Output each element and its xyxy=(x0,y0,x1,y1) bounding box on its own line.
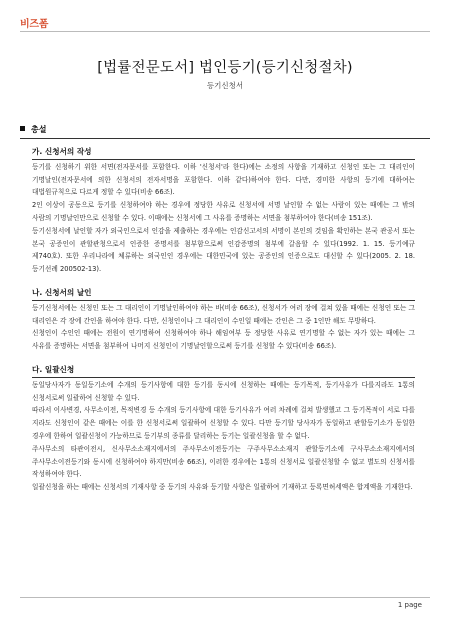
paragraph: 주사무소의 타관이전시, 신사무소소재지에서의 주사무소이전등기는 구주사무소소재지 관할등기소에 구사무소소재지에서의 주사무소이전등기와 동시에 신청하여야 하지만(비송 66조), 이러한 경우에는 1통의 신청서로 일괄신청할 수 없고 별도의 신청서를 작성하여야 한다. xyxy=(32,444,415,479)
paragraph: 따라서 이사변경, 사무소이전, 목적변경 등 수개의 등기사항에 대한 등기사유가 여러 차례에 걸쳐 발생했고 그 등기목적이 서로 다를 지라도 신청인이 같은 때에는 이를 한 신청서로써 일괄하여 신청할 수 있다. 다만 등기할 당사자가 동일하고 관할등기소가 동일한 경우에 한하여 일괄신청이 가능하므로 등기부의 종류를 달리하는 등기는 일괄신청을 할 수 없다. xyxy=(32,406,415,440)
bizforms-logo: 비즈폼 xyxy=(20,19,49,30)
subsection-seal xyxy=(32,287,415,353)
paragraph: 등기를 신청하기 위한 서면(전자문서를 포함한다. 이하 '신청서'라 한다)에는 소정의 사항을 기재하고 신청인 또는 그 대리인이 기명날인(전자문서에 의한 신청서의 전자서명을 포함한다. 이하 같다)하여야 한다. 다만, 경미한 사항의 등기에 대하여는 대법원규칙으로 다르게 정할 수 있다(비송 66조). xyxy=(32,162,415,197)
footer-divider xyxy=(20,597,430,598)
paragraph: 동일당사자가 동일등기소에 수개의 등기사항에 대한 등기를 동시에 신청하는 때에는 등기목적, 등기사유가 다를지라도 1통의 신청서로써 일괄하여 신청할 수 있다. xyxy=(32,380,415,402)
document-body xyxy=(32,146,415,494)
paragraph: 등기신청서에 날인할 자가 외국인으로서 인감을 제출하는 경우에는 인감신고서의 서명이 본인의 것임을 확인하는 본국 관공서 또는 본국 공증인이 관할관청으로서 인증한 증명서를 첨부함으로써 인감증명의 첨부에 갈음할 수 있다(1992. 1. 15. 등기예규 제740호). 또한 우리나라에 체류하는 외국인인 경우에는 대한민국에 있는 공증인의 인증으로도 대신할 수 있다(2005. 2. 18. 등기선례 200502-13). xyxy=(32,226,415,274)
square-bullet-icon xyxy=(20,126,25,131)
subsection-heading: 가. 신청서의 작성 xyxy=(32,146,415,160)
paragraph: 신청인이 수인인 때에는 전원이 연기명하여 신청하여야 하나 해임여부 등 정당한 사유로 연기명할 수 없는 자가 있는 때에는 그 사유를 증명하는 서면을 첨부하여 나머지 신청인이 기명날인할으로써 등기를 신청할 수 있다(비송 66조). xyxy=(32,329,415,351)
header-divider xyxy=(20,31,430,32)
subsection-heading: 나. 신청서의 날인 xyxy=(32,287,415,301)
subsection-application-form xyxy=(32,146,415,276)
document-subtitle: 등기신청서 xyxy=(206,81,244,90)
paragraph: 2인 이상이 공동으로 등기를 신청하여야 하는 경우에 정당한 사유로 신청서에 서명 날인할 수 없는 사람이 있는 때에는 그 밖의 사람의 기명날인만으로 신청할 수 있다. 이때에는 신청서에 그 사유를 증명하는 서면을 첨부하여야 한다(비송 151조). xyxy=(32,201,415,222)
subsection-heading: 다. 일괄신청 xyxy=(32,364,415,378)
section-heading-text: 총설 xyxy=(31,125,47,134)
page-number: 1 page xyxy=(397,601,422,609)
section-divider xyxy=(20,138,430,139)
subsection-batch-application xyxy=(32,364,415,494)
document-title: [법률전문도서] 법인등기(등기신청절차) xyxy=(97,60,353,76)
paragraph: 일괄신청을 하는 때에는 신청서의 기재사항 중 등기의 사유와 등기할 사항은 일괄하여 기재하고 등록면허세액은 합계액을 기재한다. xyxy=(32,483,413,492)
section-heading xyxy=(20,124,46,135)
paragraph: 등기신청서에는 신청인 또는 그 대리인이 기명날인하여야 하는 바(비송 66조), 신청서가 여러 장에 걸쳐 있을 때에는 신청인 또는 그 대리인은 각 장에 간인을 하여야 한다. 다만, 신청인이나 그 대리인이 수인일 때에는 간인은 그 중 1인만 해도 무방하다. xyxy=(32,303,415,325)
